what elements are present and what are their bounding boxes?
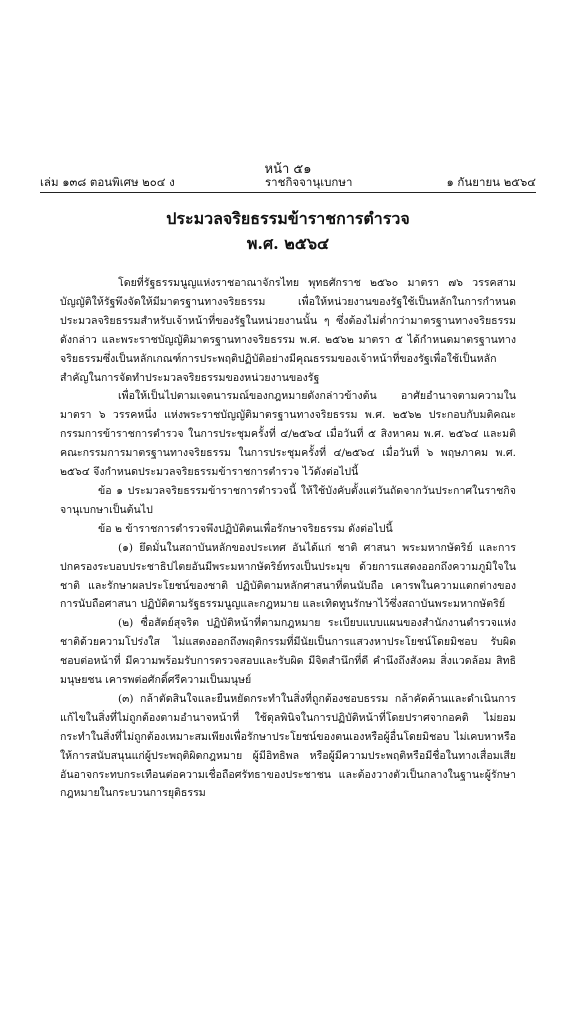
volume-issue: เล่ม ๑๓๘ ตอนพิเศษ ๒๐๔ ง [40,175,175,189]
authority-paragraph: เพื่อให้เป็นไปตามเจตนารมณ์ของกฎหมายดังกล่าวข้างต้น อาศัยอำนาจตามความในมาตรา ๖ วรรคหนึ่ง แห่งพระราชบัญญัติมาตรฐานทางจริยธรรม พ.ศ. ๒๕๖๒ ประกอบกับมติคณะกรรมการข้าราชการตำรวจ ในการประชุมครั้งที่ ๔/๒๕๖๔ เมื่อวันที่ ๕ สิงหาคม พ.ศ. ๒๕๖๔ และมติคณะกรรมการมาตรฐานทางจริยธรรม ในการประชุมครั้งที่ ๔/๒๕๖๔ เมื่อวันที่ ๖ พฤษภาคม พ.ศ. ๒๕๖๔ จึงกำหนดประมวลจริยธรรมข้าราชการตำรวจ ไว้ดังต่อไปนี้ [60,390,516,479]
document-body [60,274,516,803]
clause-2-item-2: (๒) ซื่อสัตย์สุจริต ปฏิบัติหน้าที่ตามกฎหมาย ระเบียบแบบแผนของสำนักงานตำรวจแห่งชาติด้วยความโปร่งใส ไม่แสดงออกถึงพฤติกรรมที่มีนัยเป็นการแสวงหาประโยชน์โดยมิชอบ รับผิดชอบต่อหน้าที่ มีความพร้อมรับการตรวจสอบและรับผิด มีจิตสำนึกที่ดี คำนึงถึงสังคม สิ่งแวดล้อม สิทธิมนุษยชน เคารพต่อศักดิ์ศรีความเป็นมนุษย์ [60,617,516,687]
clause-2-item-1: (๑) ยึดมั่นในสถาบันหลักของประเทศ อันได้แก่ ชาติ ศาสนา พระมหากษัตริย์ และการปกครองระบอบประชาธิปไตยอันมีพระมหากษัตริย์ทรงเป็นประมุข ด้วยการแสดงออกถึงความภูมิใจในชาติ และรักษาผลประโยชน์ของชาติ ปฏิบัติตามหลักศาสนาที่ตนนับถือ เคารพในความแตกต่างของการนับถือศาสนา ปฏิบัติตามรัฐธรรมนูญและกฎหมาย และเทิดทูนรักษาไว้ซึ่งสถาบันพระมหากษัตริย์ [60,541,516,611]
publication-name: ราชกิจจานุเบกษา [265,175,353,189]
document-title: ประมวลจริยธรรมข้าราชการตำรวจ [166,209,410,228]
clause-2-item-3: (๓) กล้าตัดสินใจและยืนหยัดกระทำในสิ่งที่ถูกต้องชอบธรรม กล้าคัดค้านและดำเนินการแก้ไขในสิ่งที่ไม่ถูกต้องตามอำนาจหน้าที่ ใช้ดุลพินิจในการปฏิบัติหน้าที่โดยปราศจากอคติ ไม่ยอมกระทำในสิ่งที่ไม่ถูกต้องเหมาะสมเพียงเพื่อรักษาประโยชน์ของตนเองหรือผู้อื่นโดยมิชอบ ไม่เคบหาหรือให้การสนับสนุนแก่ผู้ประพฤติผิดกฎหมาย ผู้มีอิทธิพล หรือผู้มีความประพฤติหรือมีชื่อในทางเสื่อมเสีย อันอาจกระทบกระเทือนต่อความเชื่อถือศรัทธาของประชาชน และต้องวางตัวเป็นกลางในฐานะผู้รักษากฎหมายในกระบวนการยุติธรรม [60,692,516,800]
header-divider [40,192,536,193]
document-year: พ.ศ. ๒๕๖๔ [246,234,330,253]
clause-1: ข้อ ๑ ประมวลจริยธรรมข้าราชการตำรวจนี้ ให้ใช้บังคับตั้งแต่วันถัดจากวันประกาศในราชกิจจานุเบกษาเป็นต้นไป [60,484,516,516]
preamble-paragraph: โดยที่รัฐธรรมนูญแห่งราชอาณาจักรไทย พุทธศักราช ๒๕๖๐ มาตรา ๗๖ วรรคสาม บัญญัติให้รัฐพึงจัดให้มีมาตรฐานทางจริยธรรม เพื่อให้หน่วยงานของรัฐใช้เป็นหลักในการกำหนดประมวลจริยธรรมสำหรับเจ้าหน้าที่ของรัฐในหน่วยงานนั้น ๆ ซึ่งต้องไม่ต่ำกว่ามาตรฐานทางจริยธรรมดังกล่าว และพระราชบัญญัติมาตรฐานทางจริยธรรม พ.ศ. ๒๕๖๒ มาตรา ๕ ได้กำหนดมาตรฐานทางจริยธรรมซึ่งเป็นหลักเกณฑ์การประพฤติปฏิบัติอย่างมีคุณธรรมของเจ้าหน้าที่ของรัฐเพื่อใช้เป็นหลักสำคัญในการจัดทำประมวลจริยธรรมของหน่วยงานของรัฐ [60,277,516,384]
page-number: หน้า ๕๑ [264,162,312,177]
publication-date: ๑ กันยายน ๒๕๖๔ [446,175,536,189]
clause-2: ข้อ ๒ ข้าราชการตำรวจพึงปฏิบัติตนเพื่อรักษาจริยธรรม ดังต่อไปนี้ [98,522,393,535]
